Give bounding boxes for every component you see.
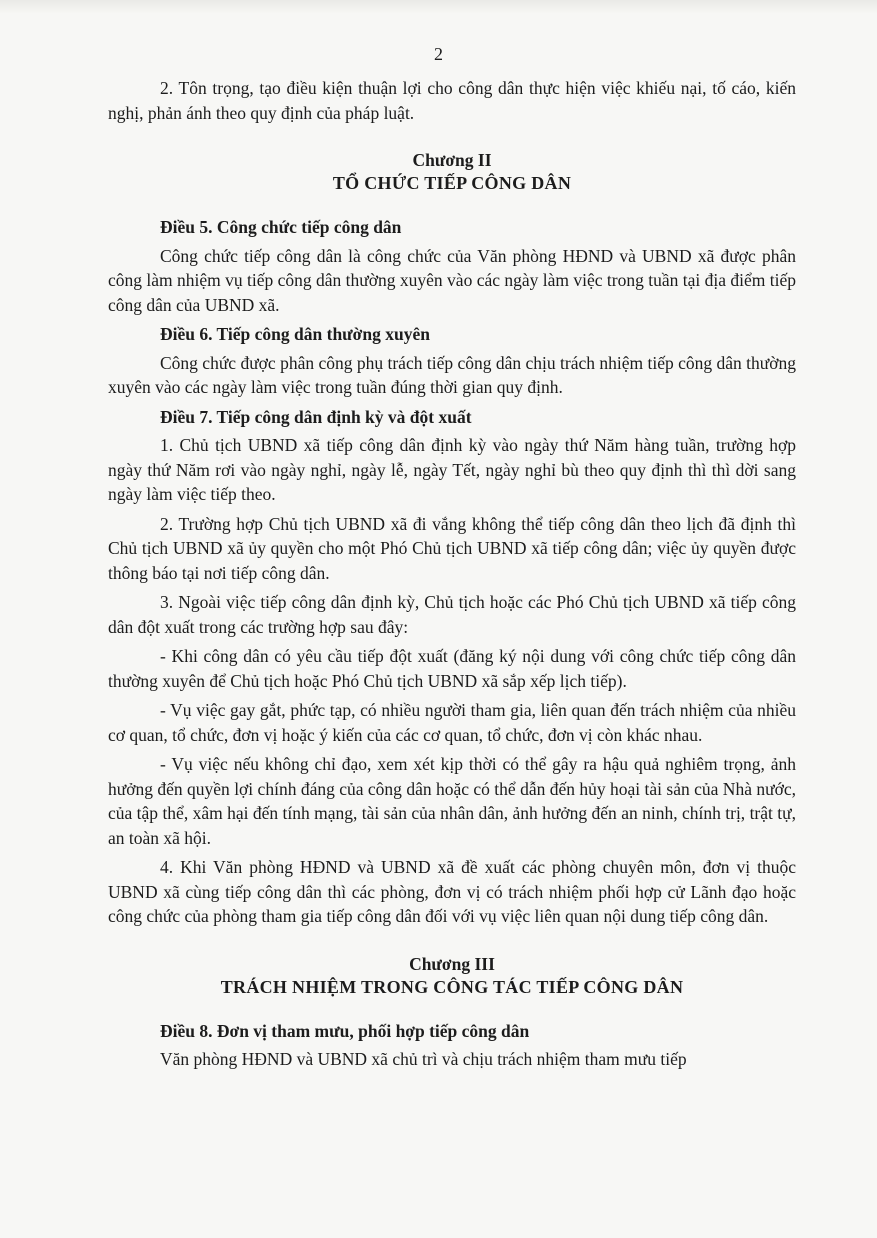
article-7-clause-4: 4. Khi Văn phòng HĐND và UBND xã đề xuất các phòng chuyên môn, đơn vị thuộc UBND xã cùng tiếp công dân thì các phòng, đơn vị có trách nhiệm phối hợp cử Lãnh đạo hoặc công chức của phòng tham gia tiếp công dân đối với vụ việc liên quan nội dung tiếp công dân. [108, 857, 796, 926]
article-7-bullet-3: - Vụ việc nếu không chỉ đạo, xem xét kịp thời có thể gây ra hậu quả nghiêm trọng, ảnh hưởng đến quyền lợi chính đáng của công dân hoặc có thể dẫn đến hủy hoại tài sản của Nhà nước, của tập thể, xâm hại đến tính mạng, tài sản của nhân dân, ảnh hưởng đến an ninh, chính trị, trật tự, an toàn xã hội. [108, 754, 796, 848]
page-number: 2 [434, 44, 443, 64]
article-7-clause-3: 3. Ngoài việc tiếp công dân định kỳ, Chủ tịch hoặc các Phó Chủ tịch UBND xã tiếp công dân đột xuất trong các trường hợp sau đây: [108, 592, 796, 637]
article-7-clause-1: 1. Chủ tịch UBND xã tiếp công dân định kỳ vào ngày thứ Năm hàng tuần, trường hợp ngày thứ Năm rơi vào ngày nghỉ, ngày lễ, ngày Tết, ngày nghỉ bù theo quy định thì thì dời sang ngày làm việc tiếp theo. [108, 435, 796, 504]
article-8-heading: Điều 8. Đơn vị tham mưu, phối hợp tiếp công dân [160, 1020, 530, 1041]
chapter-3-title: TRÁCH NHIỆM TRONG CÔNG TÁC TIẾP CÔNG DÂN [220, 976, 684, 997]
article-7-clause-2: 2. Trường hợp Chủ tịch UBND xã đi vắng không thể tiếp công dân theo lịch đã định thì Chủ tịch UBND xã ủy quyền cho một Phó Chủ tịch UBND xã tiếp công dân; việc ủy quyền được thông báo tại nơi tiếp công dân. [108, 513, 796, 583]
chapter-2-label: Chương II [412, 150, 492, 170]
article-5-heading: Điều 5. Công chức tiếp công dân [160, 217, 402, 237]
intro-paragraph: 2. Tôn trọng, tạo điều kiện thuận lợi cho công dân thực hiện việc khiếu nại, tố cáo, kiến nghị, phản ánh theo quy định của pháp luật. [108, 78, 796, 123]
article-7-bullet-2: - Vụ việc gay gắt, phức tạp, có nhiều người tham gia, liên quan đến trách nhiệm của nhiều cơ quan, tổ chức, đơn vị hoặc ý kiến của các cơ quan, tổ chức, đơn vị còn khác nhau. [108, 700, 796, 745]
article-6-paragraph: Công chức được phân công phụ trách tiếp công dân chịu trách nhiệm tiếp công dân thường xuyên vào các ngày làm việc trong tuần đúng thời gian quy định. [108, 352, 796, 397]
chapter-3-label: Chương III [409, 953, 495, 974]
chapter-2-title: TỔ CHỨC TIẾP CÔNG DÂN [332, 173, 572, 193]
document-body [108, 76, 796, 1072]
scan-edge [0, 0, 877, 14]
article-7-heading: Điều 7. Tiếp công dân định kỳ và đột xuất [160, 406, 472, 427]
article-7-bullet-1: - Khi công dân có yêu cầu tiếp đột xuất (đăng ký nội dung với công chức tiếp công dân thường xuyên để Chủ tịch hoặc Phó Chủ tịch UBND xã sắp xếp lịch tiếp). [108, 646, 796, 691]
article-8-paragraph: Văn phòng HĐND và UBND xã chủ trì và chịu trách nhiệm tham mưu tiếp [160, 1049, 687, 1069]
article-6-heading: Điều 6. Tiếp công dân thường xuyên [160, 324, 430, 344]
article-5-paragraph: Công chức tiếp công dân là công chức của Văn phòng HĐND và UBND xã được phân công làm nhiệm vụ tiếp công dân thường xuyên vào các ngày làm việc trong tuần tại địa điểm tiếp công dân của UBND xã. [108, 245, 796, 315]
